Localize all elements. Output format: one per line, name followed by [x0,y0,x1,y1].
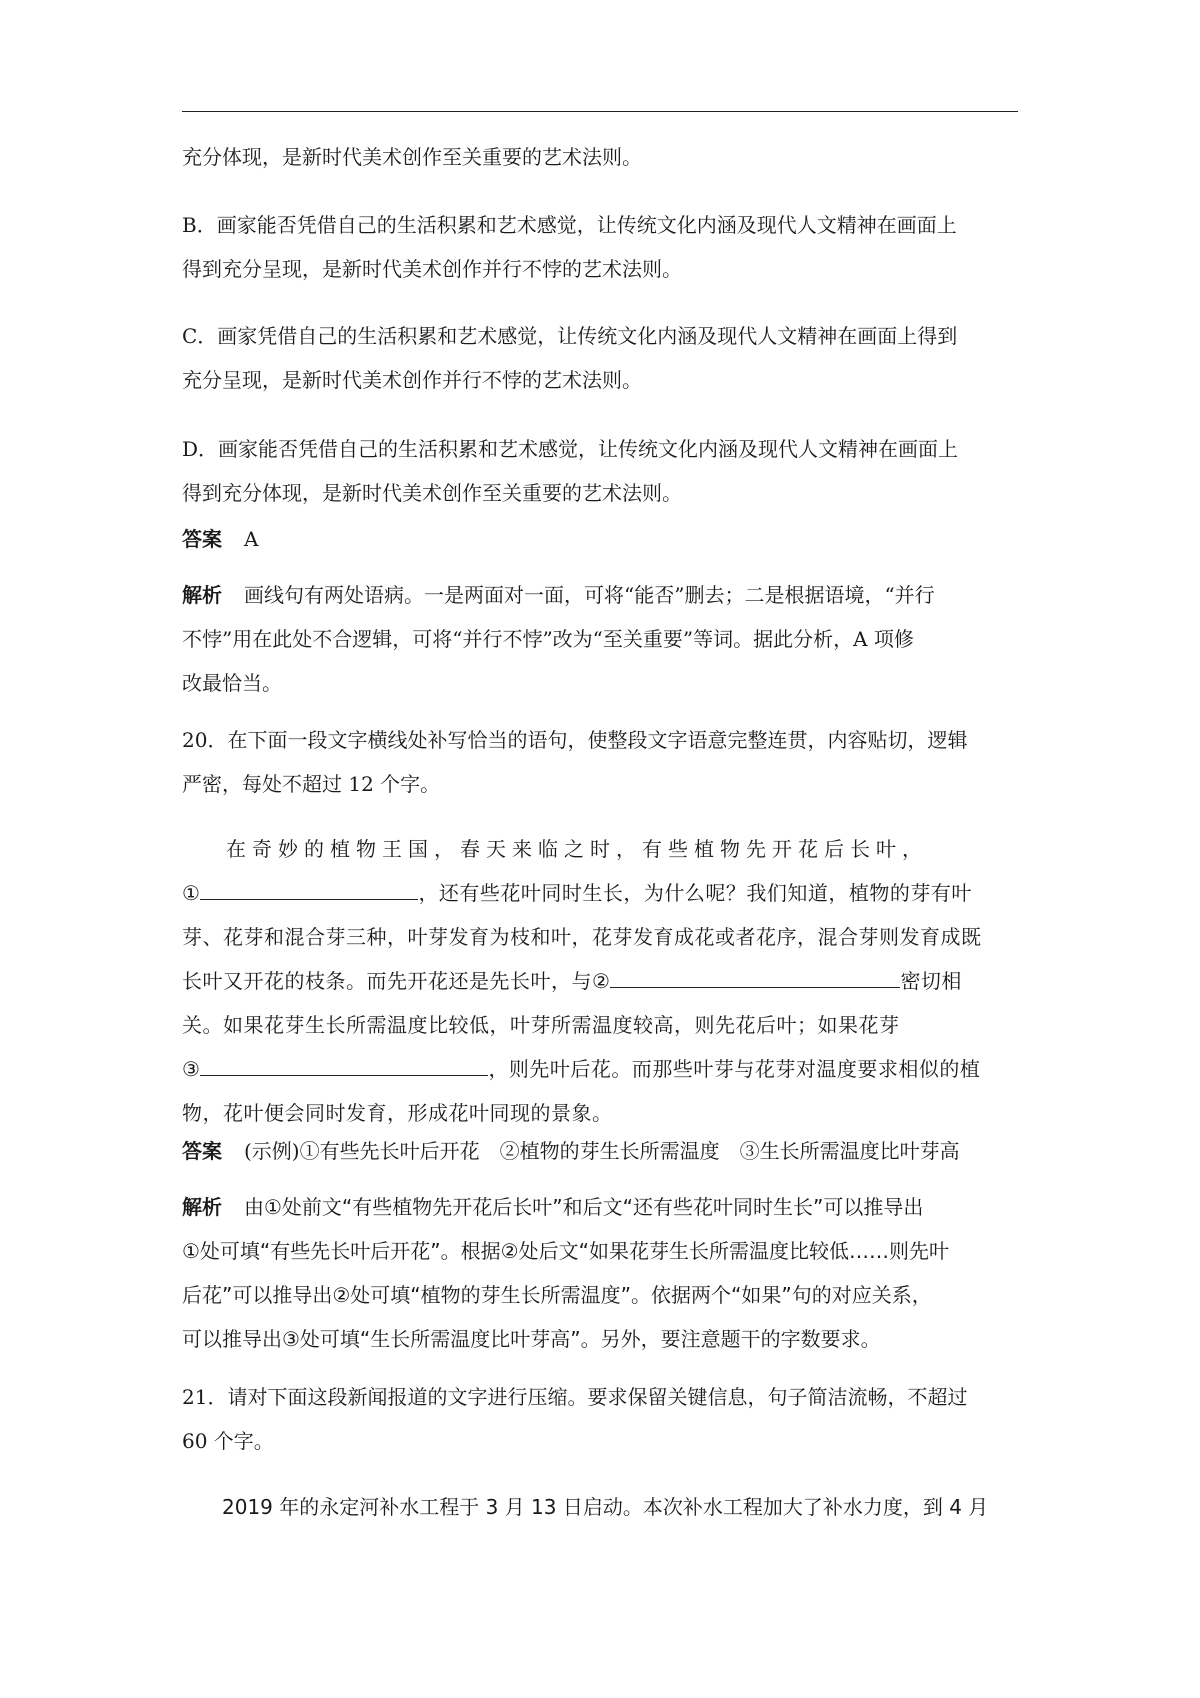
header-rule [182,111,1018,112]
text-line: 充分呈现，是新时代美术创作并行不悖的艺术法则。 [182,368,642,392]
text-line: ，还有些花叶同时生长，为什么呢？我们知道，植物的芽有叶 [418,881,972,905]
text-line: 21．请对下面这段新闻报道的文字进行压缩。要求保留关键信息，句子简洁流畅，不超过 [182,1385,968,1409]
blank-3 [200,1053,488,1076]
text-line: 60 个字。 [182,1429,274,1453]
option-b [182,203,1022,291]
q19-answer [182,517,1022,561]
option-a-tail [182,135,1022,179]
text-line: 画线句有两处语病。一是两面对一面，可将“能否”删去；二是根据语境，“并行 [244,583,935,607]
q20-answer [182,1129,1022,1173]
text-line: 芽、花芽和混合芽三种，叶芽发育为枝和叶，花芽发育成花或者花序，混合芽则发育成既 [182,925,982,949]
text-line: 密切相 [900,969,962,993]
text-line: C．画家凭借自己的生活积累和艺术感觉，让传统文化内涵及现代人文精神在画面上得到 [182,324,958,348]
circle-3: ③ [182,1057,201,1081]
answer-value: (示例)①有些先长叶后开花 ②植物的芽生长所需温度 ③生长所需温度比叶芽高 [244,1139,960,1163]
text-line: 严密，每处不超过 12 个字。 [182,772,441,796]
text-line: 2019 年的永定河补水工程于 3 月 13 日启动。本次补水工程加大了补水力度，到 4 月 [222,1495,989,1519]
text-line: 物，花叶便会同时发育，形成花叶同现的景象。 [182,1101,613,1125]
text-line: ，则先叶后花。而那些叶芽与花芽对温度要求相似的植 [488,1057,981,1081]
text-line: 可以推导出③处可填“生长所需温度比叶芽高”。另外，要注意题干的字数要求。 [182,1327,881,1351]
analysis-label: 解析 [182,1195,222,1219]
answer-label: 答案 [182,1139,222,1163]
text-line: 由①处前文“有些植物先开花后长叶”和后文“还有些花叶同时生长”可以推导出 [244,1195,924,1219]
blank-2 [610,965,900,988]
option-c [182,314,1022,402]
analysis-label: 解析 [182,583,222,607]
text-line: 得到充分呈现，是新时代美术创作并行不悖的艺术法则。 [182,257,682,281]
q20-passage [182,827,1022,1135]
q20-analysis [182,1185,1022,1361]
text-line: 不悖”用在此处不合逻辑，可将“并行不悖”改为“至关重要”等词。据此分析，A 项修 [182,627,914,651]
blank-1 [200,877,418,900]
text-line: ①处可填“有些先长叶后开花”。根据②处后文“如果花芽生长所需温度比较低……则先叶 [182,1239,949,1263]
text-line: 20．在下面一段文字横线处补写恰当的语句，使整段文字语意完整连贯，内容贴切，逻辑 [182,728,968,752]
q19-analysis [182,573,1022,705]
text-line: 得到充分体现，是新时代美术创作至关重要的艺术法则。 [182,481,682,505]
option-d [182,427,1022,515]
text-line: 后花”可以推导出②处可填“植物的芽生长所需温度”。依据两个“如果”句的对应关系， [182,1283,932,1307]
answer-value: A [244,527,259,551]
text-line: 长叶又开花的枝条。而先开花还是先长叶，与② [182,969,611,993]
question-20 [182,718,1022,806]
answer-label: 答案 [182,527,222,551]
q21-passage [182,1485,1022,1529]
question-21 [182,1375,1022,1463]
text-line: B．画家能否凭借自己的生活积累和艺术感觉，让传统文化内涵及现代人文精神在画面上 [182,213,957,237]
text-line: 关。如果花芽生长所需温度比较低，叶芽所需温度较高，则先花后叶；如果花芽 [182,1013,900,1037]
circle-1: ① [182,881,201,905]
text-line: 充分体现，是新时代美术创作至关重要的艺术法则。 [182,145,642,169]
text-line: 在奇妙的植物王国，春天来临之时，有些植物先开花后长叶， [226,837,928,861]
text-line: D．画家能否凭借自己的生活积累和艺术感觉，让传统文化内涵及现代人文精神在画面上 [182,437,959,461]
text-line: 改最恰当。 [182,671,282,695]
